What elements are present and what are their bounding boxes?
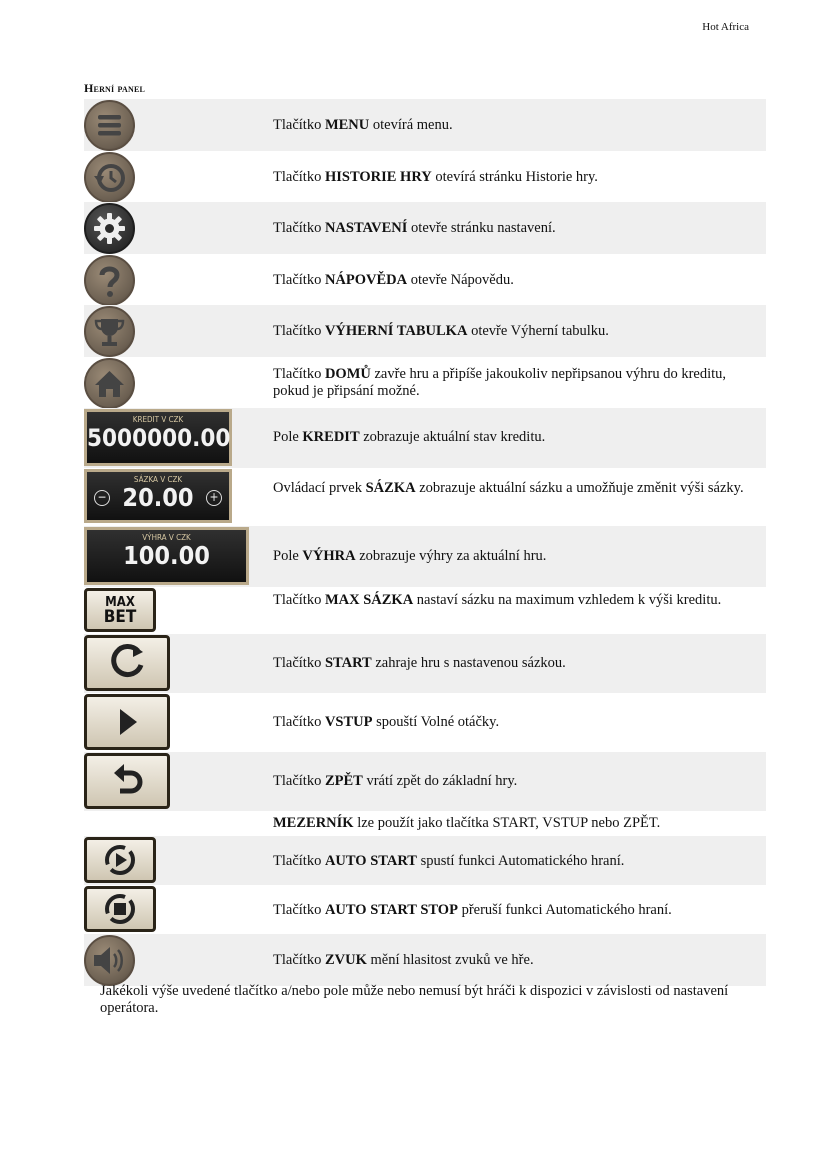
row-description: Tlačítko NASTAVENÍ otevře stránku nastavení. [273,220,556,236]
home-icon [84,358,135,409]
trophy-icon [84,306,135,357]
bet-panel[interactable] [84,469,232,523]
footer-note: Jakékoli výše uvedené tlačítko a/nebo pole může nebo nemusí být hráči k dispozici v závislosti od nastavení operátora. [100,983,729,1016]
row-description: Tlačítko HISTORIE HRY otevírá stránku Historie hry. [273,169,598,185]
win-value: 100.00 [123,541,210,570]
table-row [84,357,766,408]
game-name: Hot Africa [702,21,749,33]
row-description: Tlačítko VSTUP spouští Volné otáčky. [273,714,500,730]
table-row [84,752,766,811]
menu-icon [84,100,135,151]
bet-value: 20.00 [122,483,194,512]
plus-icon[interactable]: + [206,490,222,506]
start-icon[interactable] [84,635,170,691]
table-row [84,836,766,885]
table-row [84,885,766,934]
row-description: Tlačítko MAX SÁZKA nastaví sázku na maximum vzhledem k výši kreditu. [273,592,722,608]
back-icon[interactable] [84,753,170,809]
credit-caption: KREDIT V CZK [132,415,184,424]
table-row [84,408,766,468]
table-row [84,151,766,202]
row-description: Pole KREDIT zobrazuje aktuální stav kreditu. [273,429,546,445]
row-description: Tlačítko DOMŮ zavře hru a připíše jakoukoliv nepřipsanou výhru do kreditu, pokud je připsání možné. [273,366,727,399]
gear-icon [84,203,135,254]
max-bet-label-bottom: BET [103,607,137,627]
win-caption: VÝHRA V CZK [142,533,191,542]
row-description: Tlačítko VÝHERNÍ TABULKA otevře Výherní tabulku. [273,323,609,339]
question-icon [84,255,135,306]
table-row [84,526,766,587]
row-description: Tlačítko ZPĚT vrátí zpět do základní hry. [273,773,518,789]
row-description: Ovládací prvek SÁZKA zobrazuje aktuální sázku a umožňuje změnit výši sázky. [273,480,744,496]
row-description: Tlačítko AUTO START spustí funkci Automatického hraní. [273,853,625,869]
section-title: Herní panel [84,81,146,95]
row-description: Tlačítko MENU otevírá menu. [273,117,453,133]
table-row [84,634,766,693]
table-row [84,99,766,151]
row-description: Tlačítko AUTO START STOP přeruší funkci Automatického hraní. [273,902,672,918]
table-row [84,305,766,357]
table-row [84,934,766,986]
minus-icon[interactable]: − [94,490,110,506]
autostart-stop-icon[interactable] [84,886,156,932]
play-icon[interactable] [84,694,170,750]
table-row [84,587,766,634]
credit-value: 5000000.00 [87,424,231,452]
bet-caption: SÁZKA V CZK [133,475,183,484]
table-row [84,202,766,254]
history-icon [84,152,135,203]
row-description: Tlačítko START zahraje hru s nastavenou sázkou. [273,655,566,671]
row-description: Pole VÝHRA zobrazuje výhry za aktuální hru. [273,548,547,564]
win-panel [84,527,249,585]
max-bet-button[interactable] [84,588,156,632]
row-description: MEZERNÍK lze použít jako tlačítka START, VSTUP nebo ZPĚT. [273,815,661,831]
autostart-icon[interactable] [84,837,156,883]
sound-icon [84,935,135,986]
row-description: Tlačítko ZVUK mění hlasitost zvuků ve hře. [273,952,534,968]
max-bet-label-top: MAX [105,595,135,610]
table-row [84,811,766,836]
row-description: Tlačítko NÁPOVĚDA otevře Nápovědu. [273,272,514,288]
table-row [84,254,766,305]
game-panel-table [84,99,766,986]
table-row [84,468,766,526]
credit-panel [84,409,232,466]
table-row [84,693,766,752]
